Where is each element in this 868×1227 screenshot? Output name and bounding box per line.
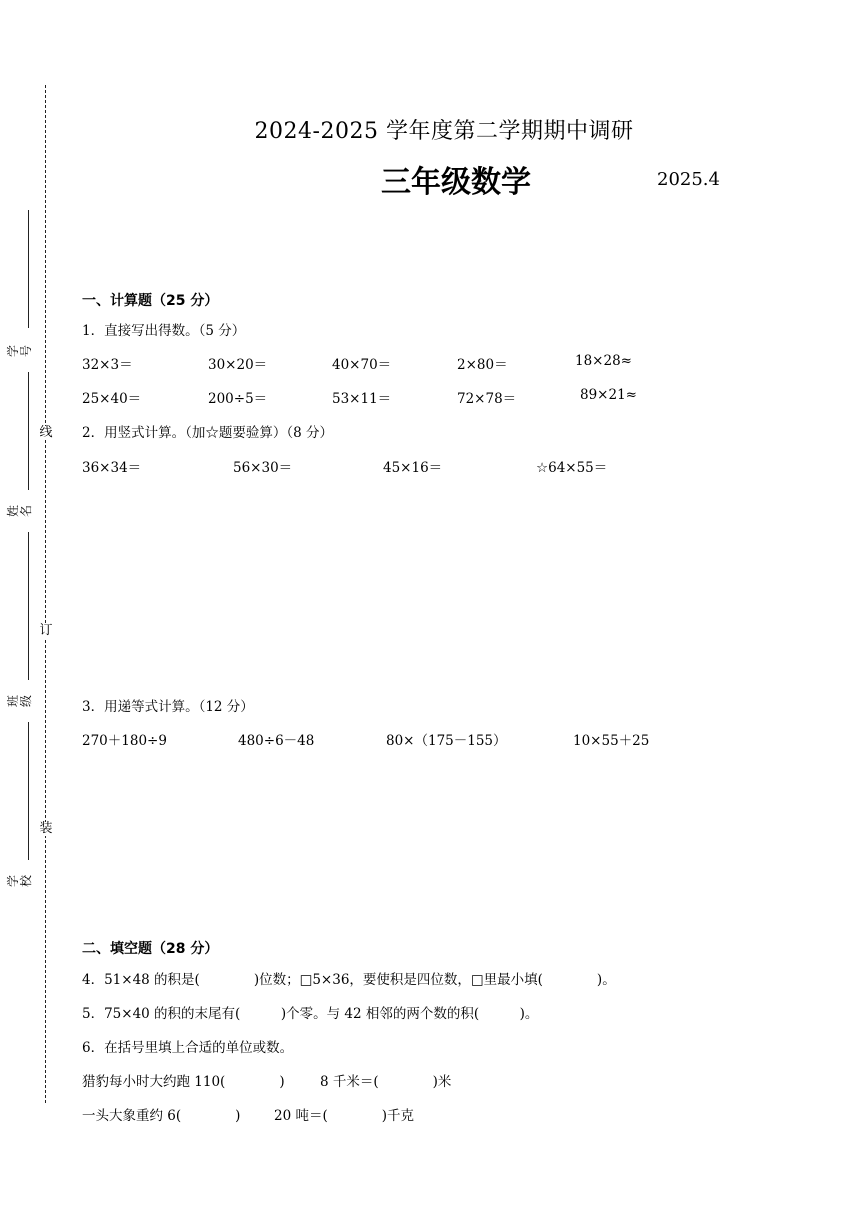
section1-heading: 一、计算题（25 分） <box>82 293 219 309</box>
q5-text: 5．75×40 的积的末尾有( )个零。与 42 相邻的两个数的积( )。 <box>82 1006 539 1022</box>
class-line <box>28 532 29 680</box>
student-name-label: 姓名 <box>6 505 33 518</box>
exam-date: 2025.4 <box>657 169 720 190</box>
q3-item: 270＋180÷9 <box>82 733 167 749</box>
q1-item: 89×21≈ <box>580 387 637 403</box>
q2-item: 36×34＝ <box>82 460 142 476</box>
q6-item: 20 吨＝( )千克 <box>274 1108 415 1124</box>
q3-item: 10×55＋25 <box>573 733 650 749</box>
q2-item: 45×16＝ <box>383 460 443 476</box>
q1-label: 1．直接写出得数。（5 分） <box>82 323 246 339</box>
q1-item: 200÷5＝ <box>208 391 268 407</box>
q6-item: 一头大象重约 6( ) <box>82 1108 241 1124</box>
binding-char-zhuang: 装 <box>39 821 53 836</box>
q2-item: ☆64×55＝ <box>536 460 608 476</box>
q4-text: 4．51×48 的积是( )位数；□5×36，要使积是四位数，□里最小填( )。 <box>82 972 616 988</box>
q6-item: 猎豹每小时大约跑 110( ) <box>82 1074 285 1090</box>
school-line <box>28 722 29 860</box>
q1-item: 30×20＝ <box>208 357 268 373</box>
student-id-label: 学号 <box>6 345 33 358</box>
q1-item: 25×40＝ <box>82 391 142 407</box>
section2-heading: 二、填空题（28 分） <box>82 941 219 957</box>
q3-label: 3．用递等式计算。（12 分） <box>82 699 254 715</box>
binding-char-ding: 订 <box>39 623 53 638</box>
q1-item: 40×70＝ <box>332 357 392 373</box>
binding-char-xian: 线 <box>39 425 53 440</box>
q3-item: 480÷6－48 <box>238 733 315 749</box>
q1-item: 32×3＝ <box>82 357 133 373</box>
school-label: 学校 <box>6 875 33 888</box>
q6-label: 6．在括号里填上合适的单位或数。 <box>82 1040 294 1056</box>
q1-item: 2×80＝ <box>457 357 508 373</box>
class-label: 班级 <box>6 695 33 708</box>
exam-title: 2024-2025 学年度第二学期期中调研 <box>254 119 634 144</box>
q2-item: 56×30＝ <box>233 460 293 476</box>
q6-item: 8 千米＝( )米 <box>320 1074 452 1090</box>
q3-item: 80×（175－155） <box>386 733 507 749</box>
student-id-line <box>28 210 29 328</box>
q1-item: 53×11＝ <box>332 391 392 407</box>
subject-title: 三年级数学 <box>381 165 531 200</box>
student-name-line <box>28 372 29 490</box>
q1-item: 18×28≈ <box>575 353 632 369</box>
q2-label: 2．用竖式计算。（加☆题要验算）（8 分） <box>82 425 333 441</box>
binding-dashed-line <box>45 85 46 1103</box>
q1-item: 72×78＝ <box>457 391 517 407</box>
